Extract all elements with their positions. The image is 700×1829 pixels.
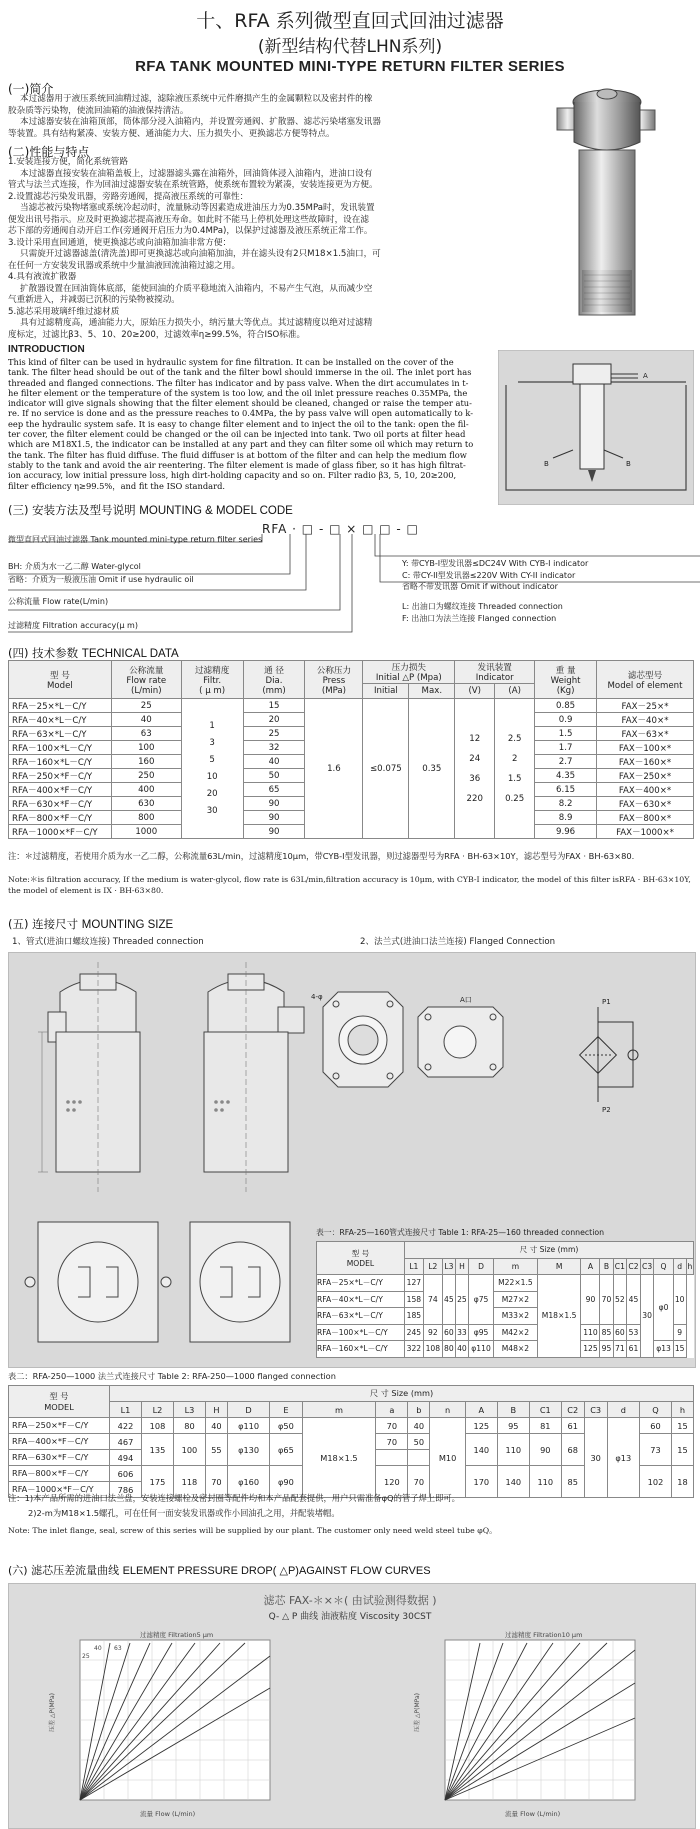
introduction-text: This kind of filter can be used in hydraulic system for fine filtration. It can be installed on the cover of the tank. The filter head should be out of the tank and the filter bowl should immerse in the oil. The inlet port has threaded and flanged connections. The filter has indicator and by pass valve. When the dirt accumulates in t- he filter element or the temperature of the system is too low, and the oil inlet pressure reaches 0.35MPa, the indicator will give signals showing that the filter element should be cleaned, changed or raise the temper atu- re. If no service is done and as the pressure reaches to 0.4MPa, the by pass valve will open automatically to k- eep the hydraulic system safe. It is easy to change filter element and to inject the oil to the tank: open the fil- ter cover, the filter element could be changed or the oil can be injected into tank. Two oil ports at filter head which are M18X1.5, the indicator can be installed at any part and they can filter some oil which may return to the tank. The filter has fluid diffuse. The fluid diffuser is at bottom of the filter and can help the medium flow stably to the tank and avoid the air reentering. The filter element is made of glass fiber, so it has high filtrat- ion accuracy, low initial pressure loss, high dirt-holding capacity and so on. Filter radio β3, 5, 10, 20≥200, filter efficiency η≥99.5%，and fit the ISO standard. <box>8 357 474 491</box>
table-row: RFA－160×*L－C/Y 160 40 2.7 FAX－160×* <box>9 755 694 769</box>
curves-subtitle: Q- △ P 曲线 油液粘度 Viscosity 30CST <box>268 1612 432 1622</box>
tech-note-cn: 注：＊过滤精度，若使用介质为水一乙二醇，公称流量63L/min，过滤精度10μm，带CYB-I型发讯器，则过滤器型号为RFA · BH-63×10Y，滤芯型号为FAX · BH-63×80. <box>8 851 635 861</box>
table-row: RFA－160×*L－C/Y 322 108 80 40 φ110 M48×2 125 95 71 61 φ13 15 <box>317 1341 694 1358</box>
table-row: RFA－63×*L－C/Y 185 M33×2 <box>317 1308 694 1325</box>
section-intro-heading: (一)简介 <box>8 82 54 96</box>
curve-chart-5um <box>30 1628 280 1823</box>
svg-text:P1: P1 <box>602 998 611 1006</box>
svg-text:过滤精度 Filtration10 μm: 过滤精度 Filtration10 μm <box>505 1631 583 1639</box>
svg-text:流量 Flow (L/min): 流量 Flow (L/min) <box>505 1810 561 1818</box>
table-row: RFA－100×*L－C/Y 245 92 60 33 φ95 M42×2 110 85 60 53 9 <box>317 1324 694 1341</box>
section-tech-heading: (四) 技术参数 TECHNICAL DATA <box>8 646 179 660</box>
label-a: A <box>643 372 648 380</box>
table2-caption: 表二：RFA-250—1000 法兰式连接尺寸 Table 2: RFA-250—1000 flanged connection <box>8 1371 336 1381</box>
mounting-bottom-views <box>8 1212 308 1362</box>
section-mounting-heading: (三) 安装方法及型号说明 MOUNTING & MODEL CODE <box>8 503 293 517</box>
th-press: 公称压力 Press (MPa) <box>305 661 363 699</box>
label-b1: B <box>544 460 549 468</box>
label-b2: B <box>626 460 631 468</box>
table-row: RFA－800×*F－C/Y 800 90 8.9 FAX－800×* <box>9 811 694 825</box>
th-dia: 通 径 Dia. (mm) <box>243 661 305 699</box>
introduction-heading: INTRODUCTION <box>8 344 85 355</box>
code-row-flow: 公称流量 Flow rate(L/min) <box>8 597 109 606</box>
page-subtitle: (新型结构代替LHN系列) <box>257 37 443 57</box>
svg-text:压差 △P(MPa): 压差 △P(MPa) <box>49 1692 56 1732</box>
th-model: 型 号 Model <box>9 661 112 699</box>
th-filtr: 过滤精度 Filtr. ( μ m) <box>181 661 243 699</box>
table-row: RFA－63×*L－C/Y 63 25 1.5 FAX－63×* <box>9 727 694 741</box>
table-row: RFA－400×*F－C/Y 400 65 6.15 FAX－400×* <box>9 783 694 797</box>
svg-text:A口: A口 <box>460 996 472 1004</box>
section-curves-heading: (六) 滤芯压差流量曲线 ELEMENT PRESSURE DROP( △P)AGAINST FLOW CURVES <box>8 1564 431 1577</box>
technical-data-table: 型 号 Model 公称流量 Flow rate (L/min) 过滤精度 Filtr. ( μ m) 通 径 Dia. (mm) 公称压力 Press (MPa) 压力损失 Initial △P (Mpa) 发讯装置 Indicator 重 量 Weight (Kg) 滤芯型号 Model of element Initial Max. (V) (A) RFA－25×*L－C/Y 25 1 3 5 10 20 30 15 1.6 ≤0.075 0.35 12 24 36 220 2.5 2 1.5 0.25 0.85 FAX－25×* RFA－40×*L－C/Y 40 20 0.9 FAX－40×* RFA－63×*L－C/Y 63 25 1.5 FAX－63×* RFA－100×*L－C/Y 100 32 1.7 FAX－100×* RFA－160×*L－C/Y 160 40 2.7 FAX－160×* RFA－250×*F－C/Y 250 50 4.35 FAX－250×* RFA－400×*F－C/Y 400 65 6.15 FAX－400×* RFA－630×*F－C/Y 630 90 8.2 FAX－630×* RFA－800×*F－C/Y 800 90 8.9 FAX－800×* RFA－1000×*F－C/Y 1000 90 9.96 FAX－1000×* <box>8 660 694 839</box>
table-row: RFA－1000×*F－C/Y 1000 90 9.96 FAX－1000×* <box>9 825 694 839</box>
threaded-size-table: 型 号 MODEL 尺 寸 Size (mm) L1 L2 L3 H D m M A B C1 C2 C3 Q d h RFA－25×*L－C/Y 127 74 45 25 φ75 M22×1.5 M18×1.5 90 70 52 45 30 φ0 10 RFA－40×*L－C/Y 158 M27×2 RFA－63×*L－C/Y 185 M33×2 RFA－100×*L－C/Y 245 92 60 33 φ95 M42×2 110 85 60 53 9 RFA－160×*L－C/Y 322 108 80 40 φ110 M48×2 125 95 71 61 φ13 15 <box>316 1241 694 1358</box>
section-features-text: 1.安装连接方便，简化系统管路 本过滤器直接安装在油箱盖板上，过滤器滤头露在油箱外，回油筒体浸入油箱内，进油口设有 管式与法兰式连接，作为回油过滤器安装在系统管路，使系统布置较为紧凑，安装连接更为方便。 2.设置滤芯污染发讯器，旁路旁通阀，提高液压系统的可靠性： 当滤芯被污染物堵塞或系统冷起动时，流量脉动等因素造成进油压力为0.35MPa时，发讯装置 便发出讯号指示。应及时更换滤芯提高液压寿命。如此时不能马上停机处理这些故障时，设在滤 芯下部的旁通阀自动开启工作(旁通阀开启压力为0.4MPa)，以保护过滤器及液压系统正常工作。 3.设计采用直回通道，使更换滤芯或向油箱加油非常方便： 只需旋开过滤器滤盖(清洗盖)即可更换滤芯或向油箱加油，并在滤头设有2只M18×1.5油口，可 在任何一方安装发讯器或系统中少量油液回流油箱过滤之用。 4.具有液流扩散器 扩散器设置在回油筒体底部，能使回油的介质平稳地流入油箱内，不易产生气泡，从而减少空 气重新进入，并减弱已沉积的污染物被搅动。 5.滤芯采用玻璃纤维过滤材质 具有过滤精度高，通油能力大，原始压力损失小，纳污量大等优点。其过滤精度以绝对过滤精 度标定，过滤比β3、5、10、20≥200，过滤效率η≥99.5%，符合ISO标准。 <box>8 157 381 340</box>
th-element: 滤芯型号 Model of element <box>597 661 694 699</box>
svg-text:P2: P2 <box>602 1106 611 1114</box>
section-size-heading: (五) 连接尺寸 MOUNTING SIZE <box>8 917 174 931</box>
table-row: RFA－400×*F－C/Y 467 135 100 55 φ130 φ65 70 50 140 110 90 68 73 15 <box>9 1434 694 1450</box>
th-weight: 重 量 Weight (Kg) <box>535 661 597 699</box>
table-row: RFA－630×*F－C/Y 494 <box>9 1450 694 1466</box>
th-dp: 压力损失 Initial △P (Mpa) <box>363 661 455 684</box>
mounting-drawing <box>8 952 694 1202</box>
model-code: RFA · □ - □ × □ □ - □ <box>262 522 419 536</box>
product-photo <box>552 80 662 320</box>
installation-diagram <box>498 350 694 505</box>
table-row: RFA－40×*L－C/Y 40 20 0.9 FAX－40×* <box>9 713 694 727</box>
svg-text:压差 △P(MPa): 压差 △P(MPa) <box>414 1692 421 1732</box>
table-row: RFA－1000×*F－C/Y 786 <box>9 1482 694 1498</box>
table-row: RFA－630×*F－C/Y 630 90 8.2 FAX－630×* <box>9 797 694 811</box>
curves-title: 滤芯 FAX-＊×＊( 由试验测得数据 ) <box>263 1594 437 1607</box>
page-title-en: RFA TANK MOUNTED MINI-TYPE RETURN FILTER SERIES <box>135 58 565 75</box>
threaded-subheading: 1、管式(进油口螺纹连接) Threaded connection <box>12 937 204 947</box>
table-row: RFA－250×*F－C/Y 250 50 4.35 FAX－250×* <box>9 769 694 783</box>
code-row-series: 微型直回式回油过滤器 Tank mounted mini-type return filter series <box>8 535 263 544</box>
table-row: RFA－25×*L－C/Y 25 1 3 5 10 20 30 15 1.6 ≤0.075 0.35 12 24 36 220 2.5 2 1.5 0.25 0.85 FAX－25×* <box>9 699 694 713</box>
code-indicator-options: Y: 带CYB-I型发讯器≤DC24V With CYB-I indicator C: 带CY-II型发讯器≤220V With CY-II indicator 省略不带发讯器 Omit if without indicator <box>402 559 589 591</box>
section-features-heading: (二)性能与特点 <box>8 145 90 159</box>
flanged-size-table: 型 号 MODEL 尺 寸 Size (mm) L1 L2 L3 H D E m a b n A B C1 C2 C3 d Q h RFA－250×*F－C/Y 422 108 80 40 φ110 φ50 M18×1.5 70 40 M10 125 95 81 61 30 φ13 60 15 RFA－400×*F－C/Y 467 135 100 55 φ130 φ65 70 50 140 110 90 68 73 15 RFA－630×*F－C/Y 494 RFA－800×*F－C/Y 606 175 118 70 φ160 φ90 120 70 170 140 110 85 102 18 RFA－1000×*F－C/Y 786 <box>8 1385 694 1498</box>
size-notes: 注：1)本产品所需的进油口法兰盘，安装连接螺栓及密封圈等配件均和本产品配套提供，用户只需准备φQ的管子焊上即可。 2)2-m为M18×1.5螺孔，可在任何一面安装发讯器或作小回油孔之用，并配装堵帽。 Note: The inlet flange, seal, screw of this series will be supplied by our plant. The customer only need weld steel tube φQ。 <box>8 1493 497 1535</box>
code-row-waterglycol: BH: 介质为水一乙二醇 Water-glycol <box>8 562 141 571</box>
table-row: RFA－800×*F－C/Y 606 175 118 70 φ160 φ90 120 70 170 140 110 85 102 18 <box>9 1466 694 1482</box>
table-row: RFA－100×*L－C/Y 100 32 1.7 FAX－100×* <box>9 741 694 755</box>
code-connection-options: L: 出油口为螺纹连接 Threaded connection F: 出油口为法兰连接 Flanged connection <box>402 602 563 623</box>
svg-text:过滤精度 Filtration5 μm: 过滤精度 Filtration5 μm <box>140 1631 214 1639</box>
th-flow: 公称流量 Flow rate (L/min) <box>111 661 181 699</box>
th-indicator: 发讯装置 Indicator <box>455 661 535 684</box>
svg-text:流量 Flow (L/min): 流量 Flow (L/min) <box>140 1810 196 1818</box>
svg-text:25: 25 <box>82 1653 90 1660</box>
flanged-subheading: 2、法兰式(进油口法兰连接) Flanged Connection <box>360 937 556 947</box>
table-row: RFA－250×*F－C/Y 422 108 80 40 φ110 φ50 M18×1.5 70 40 M10 125 95 81 61 30 φ13 60 15 <box>9 1418 694 1434</box>
curve-chart-10um <box>395 1628 645 1823</box>
section-intro-text: 本过滤器用于液压系统回油精过滤，滤除液压系统中元件磨损产生的金属颗粒以及密封件的橡 胶杂质等污染物，使流回油箱的油液保持清洁。 本过滤器安装在油箱顶部，筒体部分浸入油箱内，并设置旁通阀、扩散器、滤芯污染堵塞发讯器 等装置。具有结构紧凑、安装方便、通油能力大、压力损失小、更换滤芯方便等特点。 <box>8 94 381 139</box>
table1-caption: 表一：RFA-25—160管式连接尺寸 Table 1: RFA-25—160 threaded connection <box>316 1228 605 1237</box>
tech-note-en: Note:＊is filtration accuracy, If the medium is water-glycol, flow rate is 63L/min,filtration accuracy is 10μm, with CYB-I indicator, the model of this filter isRFA · BH-63×10Y, the model of element is IX · BH-63×80. <box>8 875 691 895</box>
svg-text:40: 40 <box>94 1645 102 1652</box>
page-title: 十、RFA 系列微型直回式回油过滤器 <box>196 10 504 32</box>
table-row: RFA－40×*L－C/Y 158 M27×2 <box>317 1291 694 1308</box>
code-row-filtration: 过滤精度 Filtration accuracy(μ m) <box>8 621 138 630</box>
table-row: RFA－25×*L－C/Y 127 74 45 25 φ75 M22×1.5 M18×1.5 90 70 52 45 30 φ0 10 <box>317 1275 694 1292</box>
svg-text:4-φ: 4-φ <box>311 993 323 1001</box>
code-row-hydraulic: 省略：介质为一般液压油 Omit if use hydraulic oil <box>8 575 194 584</box>
svg-text:63: 63 <box>114 1645 122 1652</box>
